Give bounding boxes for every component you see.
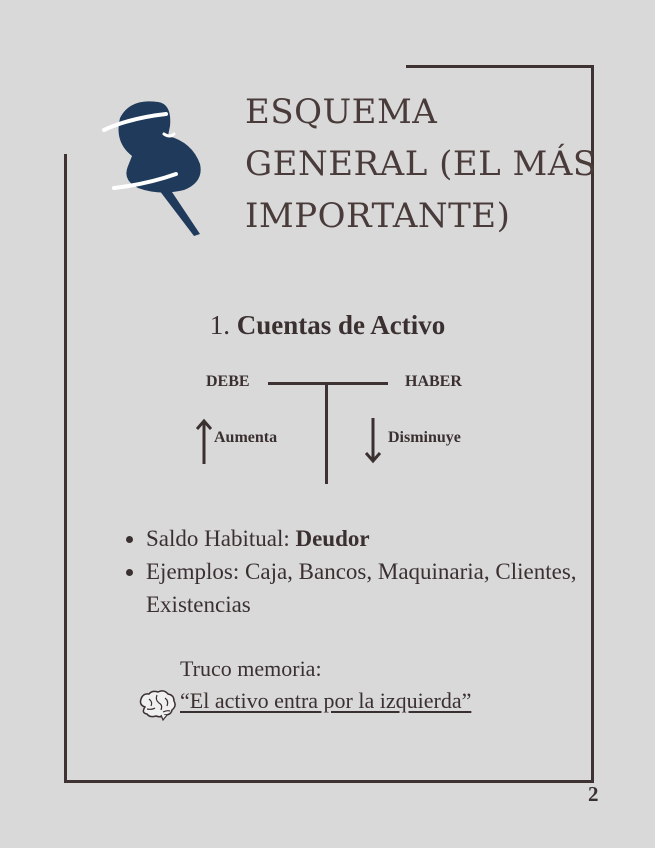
bullet-list [126, 522, 586, 621]
brain-icon [137, 689, 177, 721]
pushpin-icon [100, 92, 218, 242]
frame-top-line [406, 65, 594, 68]
saldo-value: Deudor [295, 526, 370, 551]
section-heading [0, 310, 655, 341]
haber-label: HABER [405, 373, 462, 390]
section-name: Cuentas de Activo [236, 310, 446, 340]
tip-quote: “El activo entra por la izquierda” [180, 688, 472, 713]
frame-bottom-line [64, 780, 594, 783]
aumenta-label: Aumenta [214, 429, 278, 446]
page-number: 2 [588, 782, 599, 806]
section-number: 1. [209, 310, 230, 340]
arrow-up-icon [196, 418, 212, 464]
frame-left-line [64, 154, 67, 783]
disminuye-label: Disminuye [388, 429, 461, 446]
tip-label: Truco memoria: [180, 656, 322, 681]
arrow-down-icon [365, 418, 381, 464]
saldo-label: Saldo Habitual: [146, 526, 296, 551]
ejemplos-text: Ejemplos: Caja, Bancos, Maquinaria, Clientes, Existencias [146, 559, 577, 617]
page-title: ESQUEMA GENERAL (EL MÁS IMPORTANTE) [245, 92, 597, 236]
t-account-horizontal-line [268, 382, 388, 385]
list-item [146, 522, 586, 555]
list-item [146, 555, 586, 621]
debe-label: DEBE [206, 373, 250, 390]
t-account-vertical-line [325, 382, 328, 484]
